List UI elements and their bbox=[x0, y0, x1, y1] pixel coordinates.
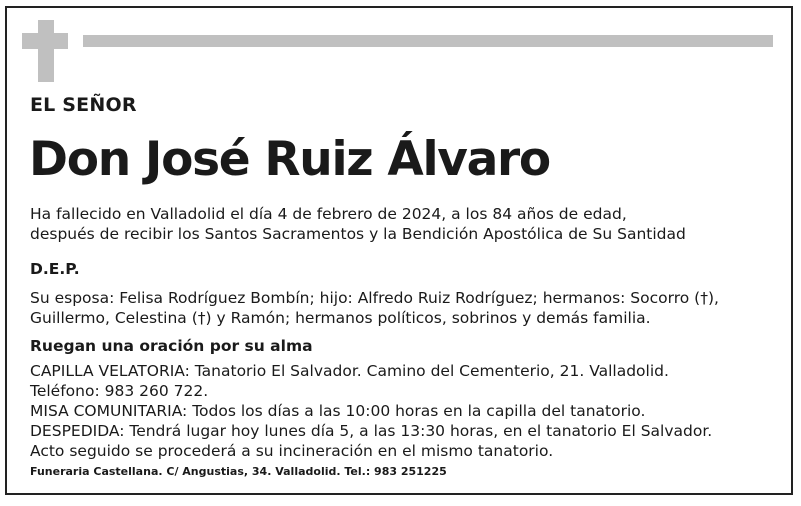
prayer-request: Ruegan una oración por su alma bbox=[30, 337, 313, 355]
details-line: CAPILLA VELATORIA: Tanatorio El Salvador. Camino del Cementerio, 21. Valladolid. bbox=[30, 362, 669, 380]
details-line: DESPEDIDA: Tendrá lugar hoy lunes día 5, a las 13:30 horas, en el tanatorio El Salvador. bbox=[30, 422, 713, 440]
announcement-line: después de recibir los Santos Sacramentos y la Bendición Apostólica de Su Santidad bbox=[30, 225, 686, 243]
deceased-name: Don José Ruiz Álvaro bbox=[29, 132, 550, 187]
funeral-home-footer: Funeraria Castellana. C/ Angustias, 34. Valladolid. Tel.: 983 251225 bbox=[30, 465, 447, 478]
dep-label: D.E.P. bbox=[30, 260, 80, 278]
details-line: Acto seguido se procederá a su incineración en el mismo tanatorio. bbox=[30, 442, 554, 460]
details-line: MISA COMUNITARIA: Todos los días a las 10:00 horas en la capilla del tanatorio. bbox=[30, 402, 646, 420]
title-prefix: EL SEÑOR bbox=[30, 94, 137, 116]
details-line: Teléfono: 983 260 722. bbox=[30, 382, 209, 400]
header-rule bbox=[83, 35, 773, 47]
cross-icon-bar bbox=[22, 33, 68, 49]
family-line: Su esposa: Felisa Rodríguez Bombín; hijo: Alfredo Ruiz Rodríguez; hermanos: Socorro (†), bbox=[30, 289, 719, 307]
announcement-line: Ha fallecido en Valladolid el día 4 de febrero de 2024, a los 84 años de edad, bbox=[30, 205, 627, 223]
family-line: Guillermo, Celestina (†) y Ramón; hermanos políticos, sobrinos y demás familia. bbox=[30, 309, 651, 327]
cross-icon bbox=[38, 20, 54, 82]
